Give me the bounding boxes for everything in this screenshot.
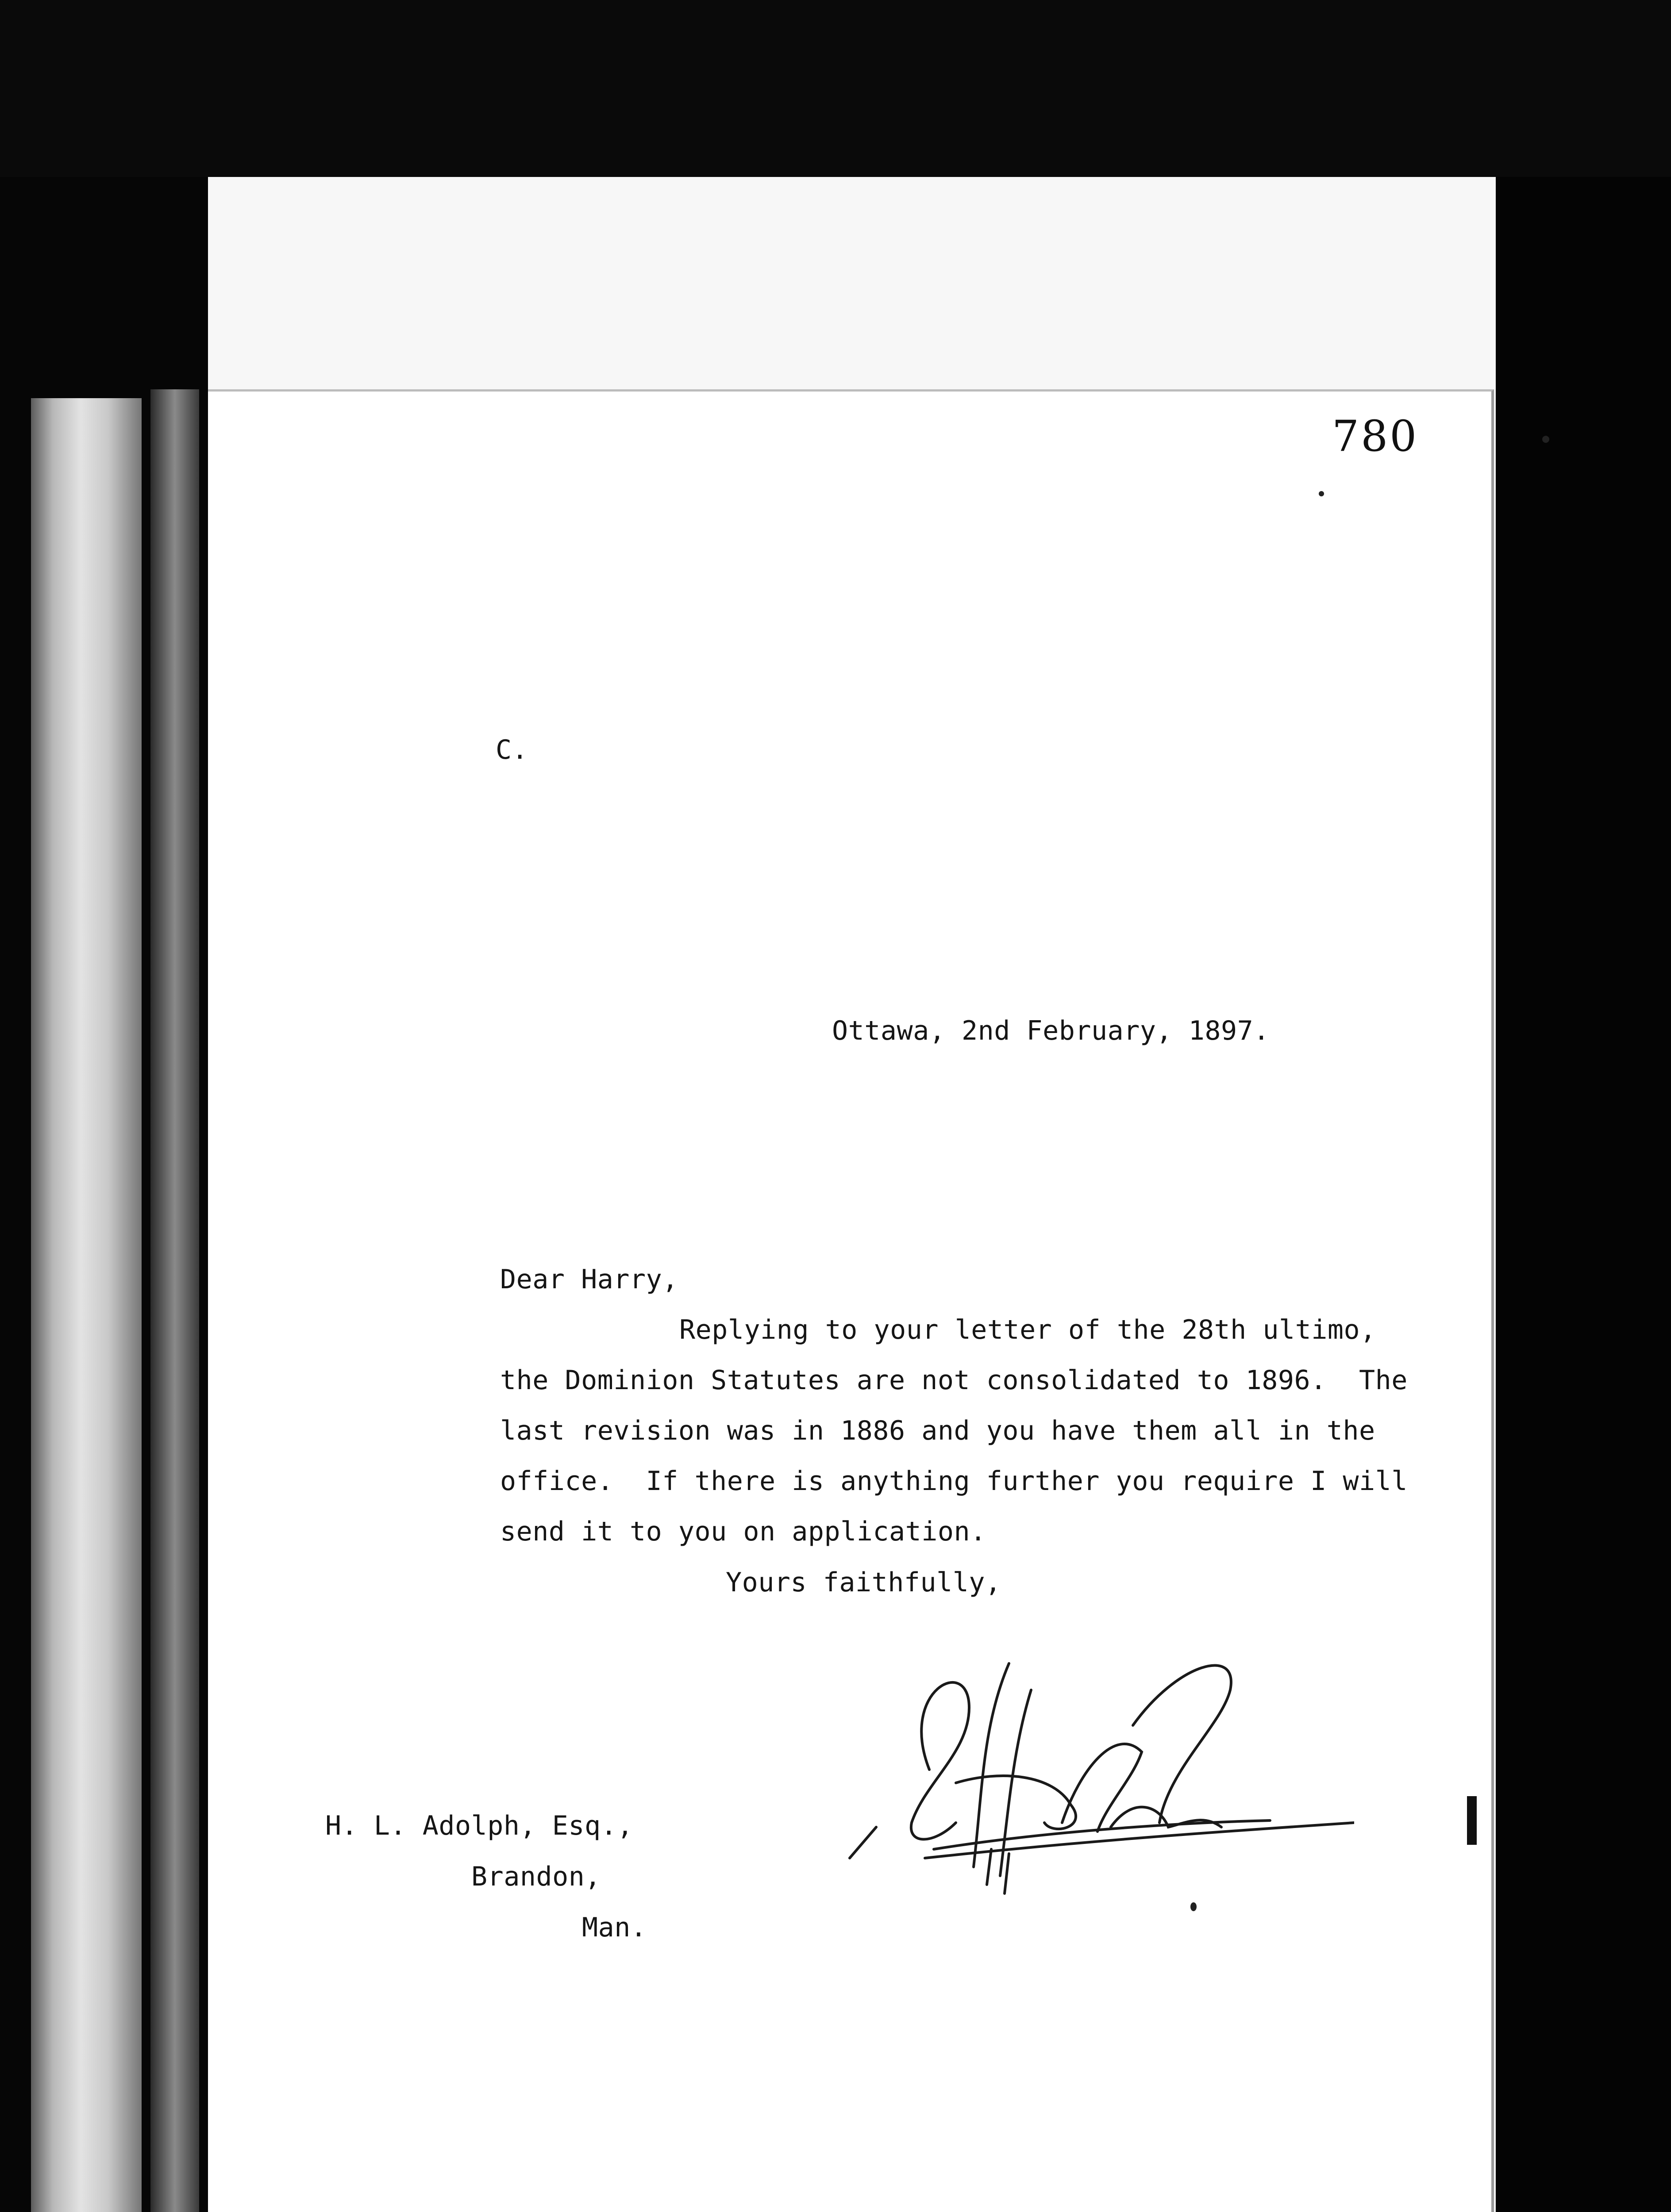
handwritten-signature — [823, 1637, 1354, 1929]
salutation: Dear Harry, — [500, 1264, 678, 1295]
speck — [1542, 436, 1549, 443]
binding-rod — [31, 398, 142, 2212]
body-line: Replying to your letter of the 28th ultimo, — [679, 1314, 1376, 1345]
addressee-name: H. L. Adolph, Esq., — [325, 1810, 633, 1841]
dateline: Ottawa, 2nd February, 1897. — [832, 1015, 1270, 1046]
body-line: last revision was in 1886 and you have them all in the — [500, 1415, 1375, 1446]
letter-page — [208, 389, 1494, 2212]
addressee-city: Brandon, — [471, 1861, 601, 1892]
file-code: C. — [496, 734, 528, 765]
film-frame-top — [0, 0, 1671, 177]
page-number: 780 — [1332, 411, 1419, 461]
body-line: office. If there is anything further you require I will — [500, 1466, 1408, 1497]
binding-edge — [150, 389, 199, 2212]
speck — [1319, 491, 1324, 496]
body-line: send it to you on application. — [500, 1516, 986, 1547]
closing: Yours faithfully, — [726, 1567, 1001, 1598]
addressee-province: Man. — [582, 1912, 647, 1943]
film-frame-right — [1496, 177, 1671, 2212]
edge-mark — [1467, 1796, 1477, 1845]
body-line: the Dominion Statutes are not consolidated to 1896. The — [500, 1365, 1408, 1396]
speck — [1190, 1902, 1197, 1911]
